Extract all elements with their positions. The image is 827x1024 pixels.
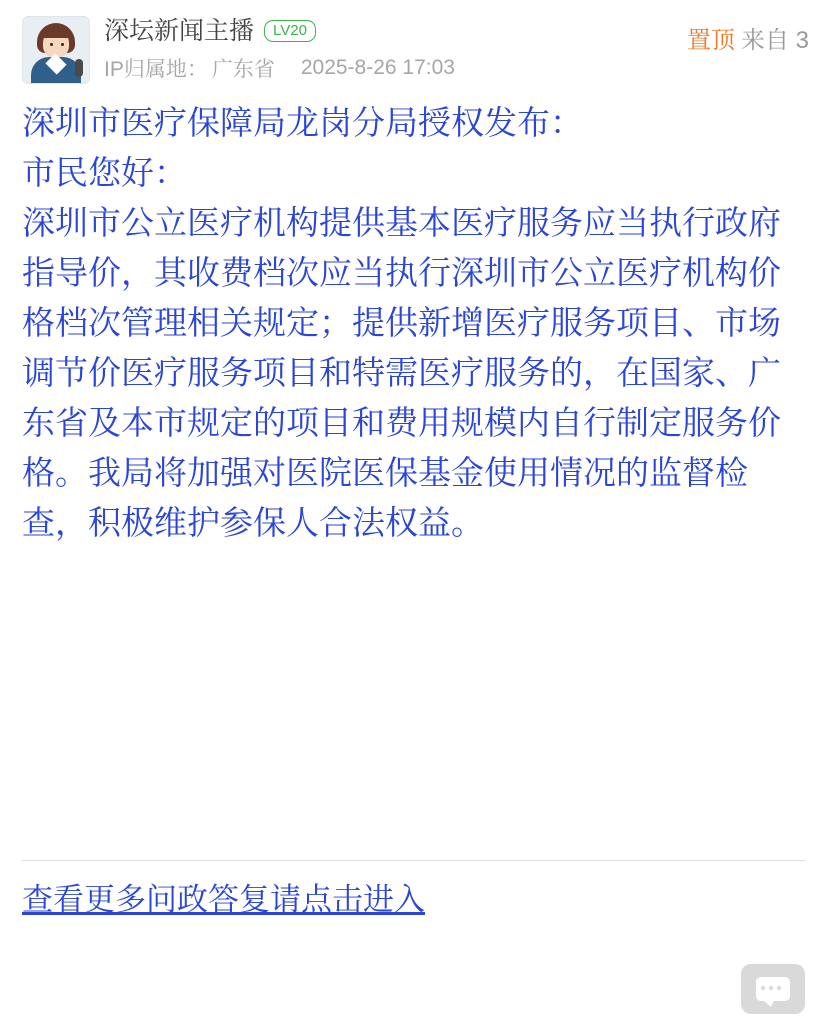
comment-bubble-icon <box>756 977 790 1001</box>
ip-value: 广东省 <box>211 58 275 81</box>
microphone-icon <box>75 59 83 77</box>
header-right <box>687 16 809 55</box>
post-title: 深圳市医疗保障局龙岗分局授权发布： <box>22 104 583 141</box>
post-paragraph: 深圳市公立医疗机构提供基本医疗服务应当执行政府指导价，其收费档次应当执行深圳市公立医疗机构价格档次管理相关规定；提供新增医疗服务项目、市场调节价医疗服务项目和特需医疗服务的，在国家、广东省及本市规定的项目和费用规模内自行制定服务价格。我局将加强对医院医保基金使用情况的监督检查，积极维护参保人合法权益。 <box>22 204 781 541</box>
post-body <box>0 90 827 548</box>
author-name[interactable]: 深坛新闻主播 <box>104 17 255 45</box>
post-header <box>0 0 827 90</box>
avatar-eye-right <box>61 43 64 46</box>
comment-button[interactable] <box>741 964 805 1014</box>
more-replies-link[interactable]: 查看更多问政答复请点击进入 <box>22 882 425 917</box>
avatar[interactable] <box>22 16 90 84</box>
avatar-eye-left <box>50 43 53 46</box>
header-main <box>90 16 687 83</box>
post-salutation: 市民您好： <box>22 154 187 191</box>
source-label: 来自 3 <box>740 27 809 54</box>
footer-divider <box>22 860 805 861</box>
level-badge: LV20 <box>264 20 316 42</box>
avatar-fringe <box>41 27 71 38</box>
author-row <box>104 16 687 46</box>
ip-label: IP归属地： <box>104 58 208 81</box>
ip-location <box>104 53 275 83</box>
meta-row <box>104 53 687 83</box>
post-timestamp: 2025-8-26 17:03 <box>300 56 455 79</box>
comment-dots <box>761 986 781 990</box>
pinned-badge: 置顶 <box>686 27 735 54</box>
